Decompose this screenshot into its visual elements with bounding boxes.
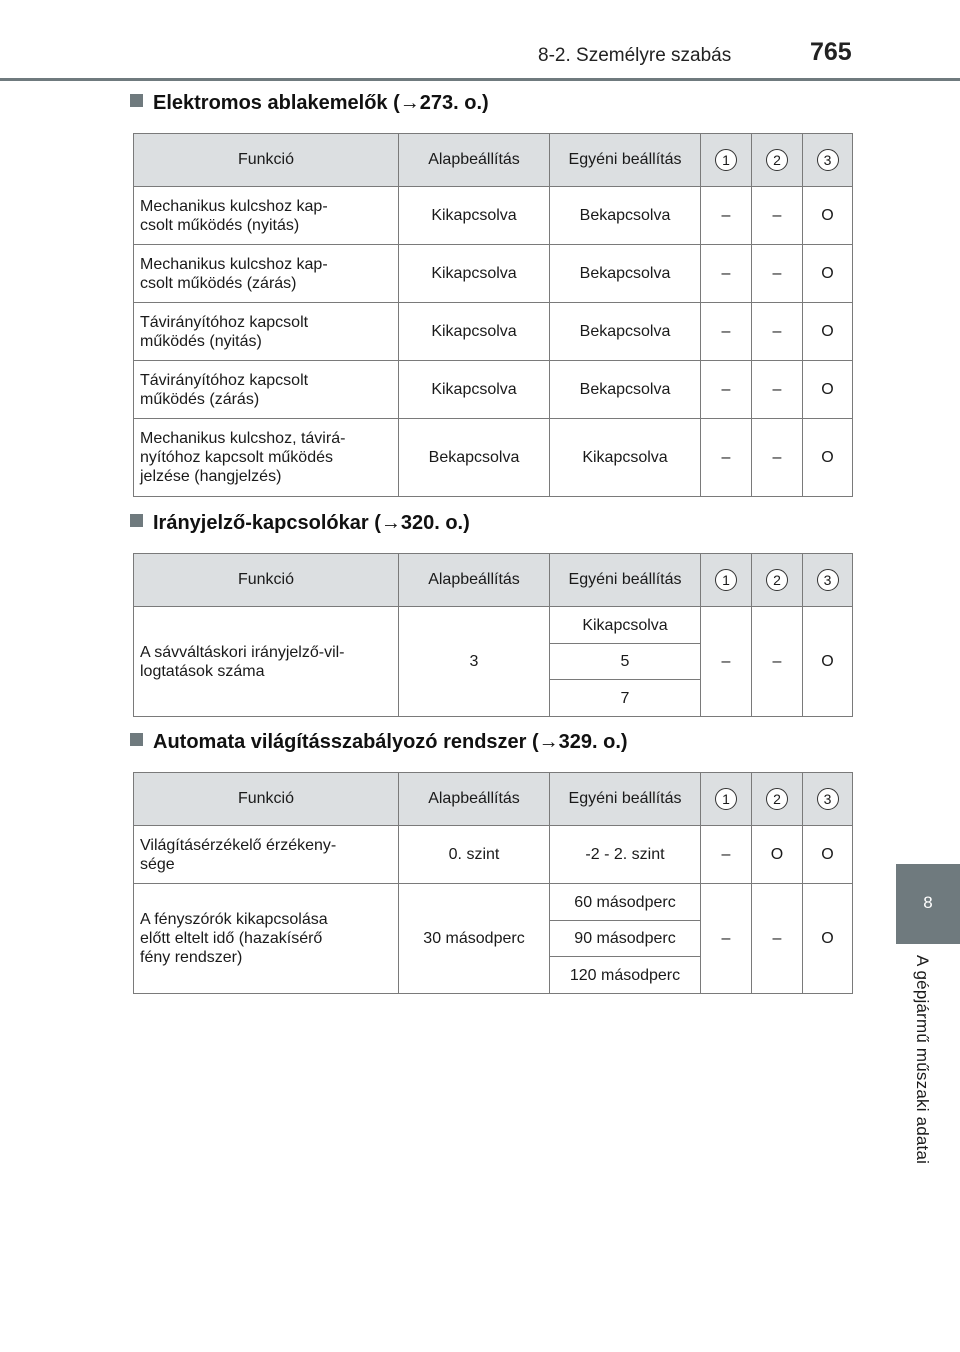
method-1-cell: – — [701, 607, 752, 717]
col-method-2 — [752, 773, 803, 826]
col-method-2 — [752, 134, 803, 187]
table-row — [134, 303, 853, 361]
default-cell: 3 — [399, 607, 550, 717]
method-2-cell: – — [752, 884, 803, 994]
method-2-cell: O — [752, 826, 803, 884]
table-row — [134, 187, 853, 245]
method-1-cell: – — [701, 884, 752, 994]
custom-cell: Bekapcsolva — [550, 303, 701, 361]
custom-cell: Bekapcsolva — [550, 361, 701, 419]
function-cell: Mechanikus kulcshoz kap- csolt működés (zárás) — [134, 245, 399, 303]
default-cell: 0. szint — [399, 826, 550, 884]
section-heading-power-windows — [130, 92, 489, 115]
col-method-1 — [701, 554, 752, 607]
method-2-cell: – — [752, 187, 803, 245]
table-row — [134, 607, 853, 644]
method-3-cell: O — [803, 303, 853, 361]
custom-option-cell: 120 másodperc — [550, 957, 701, 994]
table-header-row — [134, 554, 853, 607]
col-method-3 — [803, 773, 853, 826]
col-function: Funkció — [134, 773, 399, 826]
page-number: 765 — [810, 38, 852, 66]
method-2-cell: – — [752, 607, 803, 717]
method-3-cell: O — [803, 826, 853, 884]
function-cell: Mechanikus kulcshoz, távirá- nyítóhoz kapcsolt működés jelzése (hangjelzés) — [134, 419, 399, 497]
method-3-cell: O — [803, 419, 853, 497]
bullet-square-icon — [130, 94, 143, 107]
table-header-row — [134, 134, 853, 187]
header-divider — [0, 78, 960, 81]
function-cell: A fényszórók kikapcsolása előtt eltelt idő (hazakísérő fény rendszer) — [134, 884, 399, 994]
circled-number-icon: 3 — [817, 149, 839, 171]
method-1-cell: – — [701, 826, 752, 884]
chapter-tab — [896, 864, 960, 944]
col-custom: Egyéni beállítás — [550, 773, 701, 826]
chapter-title: A gépjármű műszaki adatai — [913, 955, 932, 1165]
method-2-cell: – — [752, 361, 803, 419]
method-3-cell: O — [803, 245, 853, 303]
custom-cell: Bekapcsolva — [550, 187, 701, 245]
section-title: 8-2. Személyre szabás — [538, 45, 732, 66]
custom-option-cell: 90 másodperc — [550, 921, 701, 957]
method-1-cell: – — [701, 361, 752, 419]
section-heading-text: Irányjelző-kapcsolókar (→320. o.) — [153, 512, 470, 534]
custom-cell: -2 - 2. szint — [550, 826, 701, 884]
method-2-cell: – — [752, 245, 803, 303]
function-cell: Távirányítóhoz kapcsolt működés (nyitás) — [134, 303, 399, 361]
col-custom: Egyéni beállítás — [550, 134, 701, 187]
settings-table-auto-light — [133, 772, 853, 994]
bullet-square-icon — [130, 514, 143, 527]
function-cell: Mechanikus kulcshoz kap- csolt működés (nyitás) — [134, 187, 399, 245]
method-2-cell: – — [752, 303, 803, 361]
custom-option-cell: Kikapcsolva — [550, 607, 701, 644]
function-cell: Világításérzékelő érzékeny- sége — [134, 826, 399, 884]
method-1-cell: – — [701, 303, 752, 361]
method-1-cell: – — [701, 187, 752, 245]
settings-table-turn-signal — [133, 553, 853, 717]
method-3-cell: O — [803, 607, 853, 717]
custom-option-cell: 5 — [550, 644, 701, 680]
settings-table-power-windows — [133, 133, 853, 497]
custom-cell: Bekapcsolva — [550, 245, 701, 303]
table-row — [134, 826, 853, 884]
circled-number-icon: 3 — [817, 569, 839, 591]
circled-number-icon: 3 — [817, 788, 839, 810]
section-heading-turn-signal — [130, 512, 470, 535]
bullet-square-icon — [130, 733, 143, 746]
circled-number-icon: 2 — [766, 569, 788, 591]
section-heading-text: Elektromos ablakemelők (→273. o.) — [153, 92, 489, 114]
method-1-cell: – — [701, 245, 752, 303]
method-3-cell: O — [803, 361, 853, 419]
custom-option-cell: 60 másodperc — [550, 884, 701, 921]
default-cell: Bekapcsolva — [399, 419, 550, 497]
col-method-3 — [803, 134, 853, 187]
col-method-2 — [752, 554, 803, 607]
custom-cell: Kikapcsolva — [550, 419, 701, 497]
table-row — [134, 361, 853, 419]
circled-number-icon: 2 — [766, 149, 788, 171]
table-row — [134, 245, 853, 303]
col-method-1 — [701, 134, 752, 187]
section-heading-text: Automata világításszabályozó rendszer (→329. o.) — [153, 731, 628, 753]
default-cell: Kikapcsolva — [399, 303, 550, 361]
col-function: Funkció — [134, 134, 399, 187]
col-method-3 — [803, 554, 853, 607]
col-default: Alapbeállítás — [399, 134, 550, 187]
col-custom: Egyéni beállítás — [550, 554, 701, 607]
table-row — [134, 419, 853, 497]
function-cell: Távirányítóhoz kapcsolt működés (zárás) — [134, 361, 399, 419]
chapter-number: 8 — [923, 893, 933, 912]
circled-number-icon: 1 — [715, 149, 737, 171]
default-cell: Kikapcsolva — [399, 245, 550, 303]
table-header-row — [134, 773, 853, 826]
method-3-cell: O — [803, 884, 853, 994]
col-function: Funkció — [134, 554, 399, 607]
circled-number-icon: 1 — [715, 569, 737, 591]
section-heading-auto-light — [130, 731, 628, 754]
custom-option-cell: 7 — [550, 680, 701, 717]
method-3-cell: O — [803, 187, 853, 245]
function-cell: A sávváltáskori irányjelző-vil- logtatások száma — [134, 607, 399, 717]
col-method-1 — [701, 773, 752, 826]
default-cell: Kikapcsolva — [399, 361, 550, 419]
col-default: Alapbeállítás — [399, 773, 550, 826]
method-2-cell: – — [752, 419, 803, 497]
default-cell: 30 másodperc — [399, 884, 550, 994]
circled-number-icon: 1 — [715, 788, 737, 810]
circled-number-icon: 2 — [766, 788, 788, 810]
default-cell: Kikapcsolva — [399, 187, 550, 245]
table-row — [134, 884, 853, 921]
method-1-cell: – — [701, 419, 752, 497]
col-default: Alapbeállítás — [399, 554, 550, 607]
